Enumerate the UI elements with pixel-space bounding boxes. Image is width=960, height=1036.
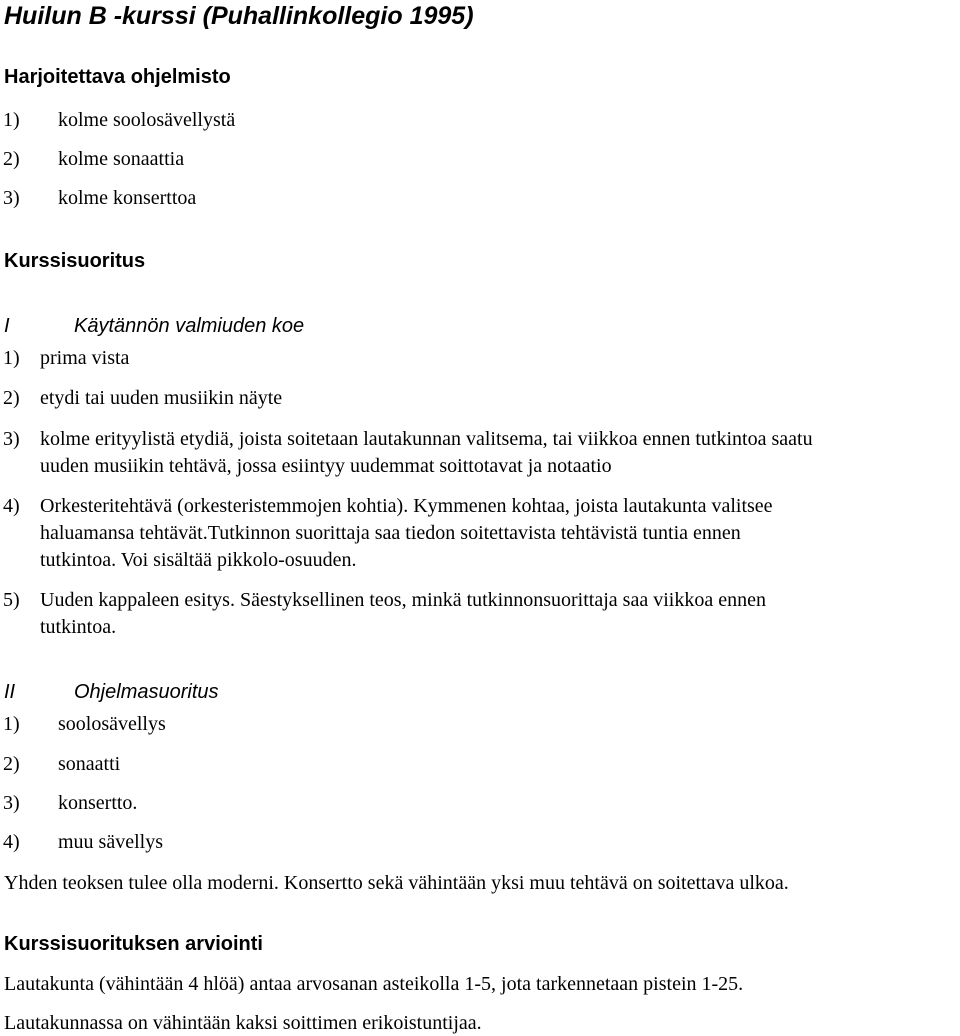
- part2-item-1-number: 1): [3, 713, 20, 735]
- document-title: Huilun B -kurssi (Puhallinkollegio 1995): [4, 2, 474, 30]
- part2-item-3-number: 3): [3, 792, 20, 814]
- part1-item-4-line-1: Orkesteritehtävä (orkesteristemmojen kohtia). Kymmenen kohtaa, joista lautakunta valitsee: [40, 495, 773, 517]
- part2-note: Yhden teoksen tulee olla moderni. Konsertto sekä vähintään yksi muu tehtävä on soitettava ulkoa.: [4, 872, 789, 894]
- program-item-1-number: 1): [3, 109, 20, 131]
- part1-item-3-line-2: uuden musiikin tehtävä, jossa esiintyy uudemmat soittotavat ja notaatio: [40, 455, 612, 477]
- part1-roman-numeral: I: [4, 315, 10, 337]
- part1-item-4-number: 4): [3, 495, 20, 517]
- part2-item-4-number: 4): [3, 831, 20, 853]
- course-heading: Kurssisuoritus: [4, 250, 146, 272]
- program-item-2-number: 2): [3, 148, 20, 170]
- program-item-1-text: kolme soolosävellystä: [58, 109, 236, 131]
- part2-item-1-text: soolosävellys: [58, 713, 166, 735]
- part1-item-2-text: etydi tai uuden musiikin näyte: [40, 387, 283, 409]
- part1-item-3-line-1: kolme erityylistä etydiä, joista soitetaan lautakunnan valitsema, tai viikkoa ennen tutkintoa saatu: [40, 428, 813, 450]
- evaluation-line-1: Lautakunta (vähintään 4 hlöä) antaa arvosanan asteikolla 1-5, jota tarkennetaan pistein 1-25.: [4, 973, 744, 995]
- part1-item-5-line-2: tutkintoa.: [40, 616, 117, 638]
- part1-item-4-line-3: tutkintoa. Voi sisältää pikkolo-osuuden.: [40, 549, 357, 571]
- part1-item-2-number: 2): [3, 387, 20, 409]
- program-item-3-number: 3): [3, 187, 20, 209]
- part1-item-1-number: 1): [3, 347, 20, 369]
- program-heading: Harjoitettava ohjelmisto: [4, 66, 231, 88]
- program-item-3-text: kolme konserttoa: [58, 187, 197, 209]
- part1-item-3-number: 3): [3, 428, 20, 450]
- part2-title: Ohjelmasuoritus: [74, 681, 219, 703]
- program-item-2-text: kolme sonaattia: [58, 148, 185, 170]
- evaluation-line-2: Lautakunnassa on vähintään kaksi soittimen erikoistuntijaa.: [4, 1012, 482, 1034]
- part1-item-1-text: prima vista: [40, 347, 130, 369]
- part1-item-5-line-1: Uuden kappaleen esitys. Säestyksellinen teos, minkä tutkinnonsuorittaja saa viikkoa ennen: [40, 589, 766, 611]
- part2-item-3-text: konsertto.: [58, 792, 138, 814]
- part1-item-5-number: 5): [3, 589, 20, 611]
- part2-item-4-text: muu sävellys: [58, 831, 163, 853]
- evaluation-heading: Kurssisuorituksen arviointi: [4, 933, 263, 955]
- part2-item-2-number: 2): [3, 753, 20, 775]
- part1-item-4-line-2: haluamansa tehtävät.Tutkinnon suorittaja saa tiedon soitettavista tehtävistä tuntia ennen: [40, 522, 741, 544]
- part1-title: Käytännön valmiuden koe: [74, 315, 305, 337]
- part2-item-2-text: sonaatti: [58, 753, 121, 775]
- part2-roman-numeral: II: [4, 681, 16, 703]
